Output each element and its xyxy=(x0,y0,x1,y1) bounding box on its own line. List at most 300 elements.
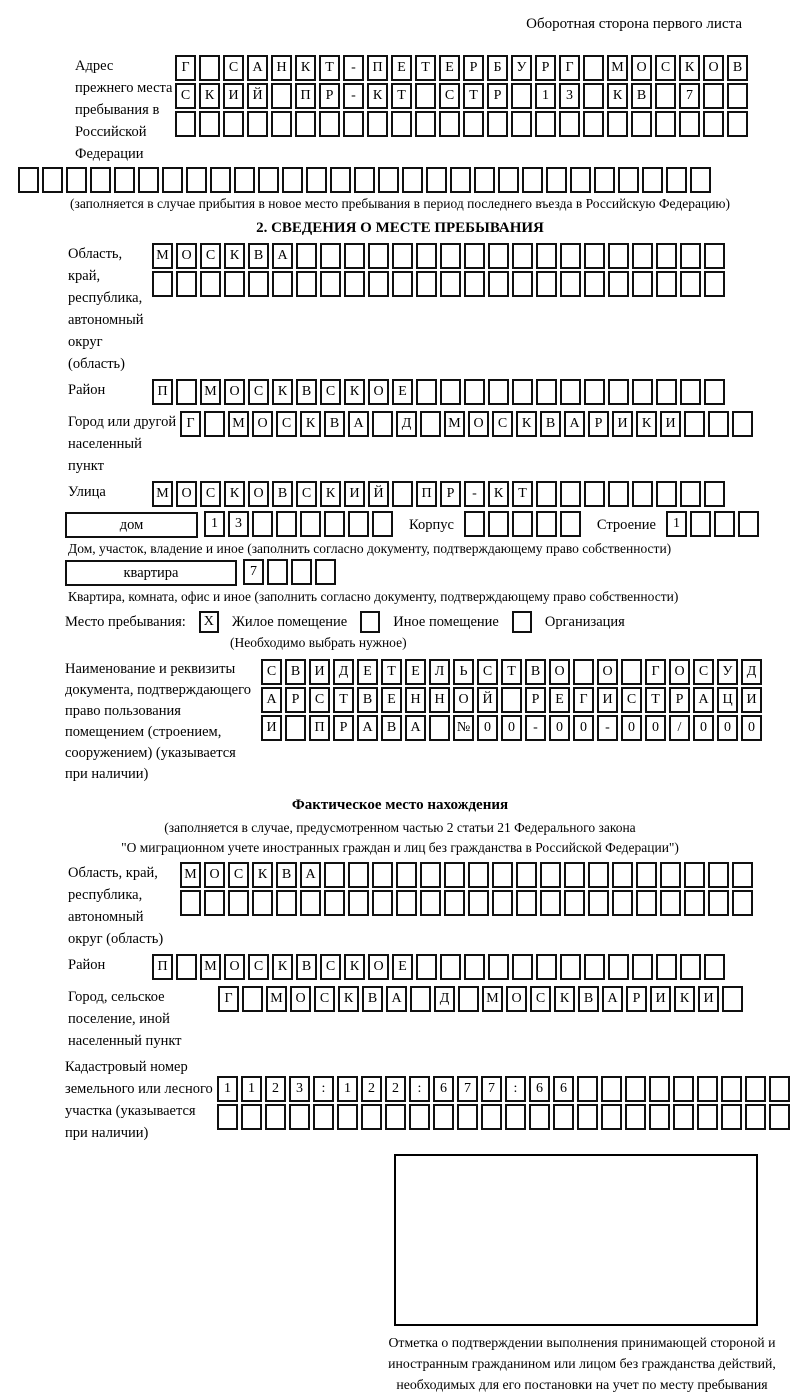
char-cell: О xyxy=(453,687,474,713)
char-cell: Р xyxy=(669,687,690,713)
char-cell: С xyxy=(248,379,269,405)
char-cell xyxy=(392,481,413,507)
char-cell xyxy=(372,511,393,537)
char-cell xyxy=(680,243,701,269)
char-cell xyxy=(564,890,585,916)
char-cell xyxy=(464,271,485,297)
checkbox-residential: X xyxy=(199,611,219,633)
char-cell xyxy=(660,890,681,916)
char-cell: 1 xyxy=(337,1076,358,1102)
house-type-box: дом xyxy=(65,512,198,538)
cadastre-row-2 xyxy=(217,1104,790,1130)
char-cell: В xyxy=(362,986,383,1012)
char-cell xyxy=(481,1104,502,1130)
char-cell: М xyxy=(607,55,628,81)
char-cell: И xyxy=(741,687,762,713)
char-cell: С xyxy=(200,481,221,507)
prev-address-row-1 xyxy=(175,55,748,81)
char-cell xyxy=(440,243,461,269)
char-cell: С xyxy=(655,55,676,81)
char-cell: О xyxy=(252,411,273,437)
street-row xyxy=(152,481,725,507)
char-cell: О xyxy=(368,954,389,980)
prev-address-caption: (заполняется в случае прибытия в новое место пребывания в период последнего въезда в Российскую Федерацию) xyxy=(69,196,731,211)
char-cell: Т xyxy=(319,55,340,81)
char-cell xyxy=(464,954,485,980)
char-cell xyxy=(656,481,677,507)
char-cell xyxy=(708,411,729,437)
char-cell: С xyxy=(320,379,341,405)
other-premises-label: Иное помещение xyxy=(393,613,499,630)
char-cell: 2 xyxy=(385,1076,406,1102)
char-cell xyxy=(320,243,341,269)
char-cell xyxy=(732,411,753,437)
char-cell: 0 xyxy=(693,715,714,741)
char-cell: Л xyxy=(429,659,450,685)
char-cell xyxy=(488,271,509,297)
char-cell: К xyxy=(295,55,316,81)
char-cell xyxy=(285,715,306,741)
char-cell xyxy=(608,481,629,507)
char-cell: С xyxy=(477,659,498,685)
char-cell: 7 xyxy=(457,1076,478,1102)
char-cell: Р xyxy=(626,986,647,1012)
checkbox-other-premises xyxy=(360,611,380,633)
char-cell xyxy=(271,83,292,109)
char-cell xyxy=(444,890,465,916)
char-cell xyxy=(152,271,173,297)
char-cell: В xyxy=(276,862,297,888)
document-row-1 xyxy=(261,659,762,685)
char-cell: И xyxy=(612,411,633,437)
char-cell: 7 xyxy=(679,83,700,109)
char-cell: С xyxy=(621,687,642,713)
district2-row xyxy=(152,954,725,980)
char-cell: К xyxy=(367,83,388,109)
char-cell xyxy=(655,83,676,109)
char-cell xyxy=(289,1104,310,1130)
char-cell xyxy=(511,111,532,137)
char-cell xyxy=(560,481,581,507)
char-cell xyxy=(247,111,268,137)
char-cell xyxy=(241,1104,262,1130)
prev-address-row-4 xyxy=(18,167,800,193)
char-cell: Т xyxy=(501,659,522,685)
cadastre-row-1 xyxy=(217,1076,790,1102)
char-cell xyxy=(608,379,629,405)
char-cell xyxy=(396,890,417,916)
char-cell: К xyxy=(224,481,245,507)
char-cell xyxy=(505,1104,526,1130)
char-cell: Й xyxy=(368,481,389,507)
prev-address-label: Адрес прежнего места пребывания в Российской Федерации xyxy=(75,58,173,162)
char-cell xyxy=(420,411,441,437)
char-cell: Ь xyxy=(453,659,474,685)
char-cell: 0 xyxy=(477,715,498,741)
char-cell xyxy=(512,271,533,297)
char-cell xyxy=(176,954,197,980)
char-cell: : xyxy=(409,1076,430,1102)
char-cell: А xyxy=(564,411,585,437)
char-cell xyxy=(420,862,441,888)
char-cell xyxy=(512,954,533,980)
char-cell xyxy=(560,243,581,269)
char-cell xyxy=(267,559,288,585)
char-cell xyxy=(458,986,479,1012)
char-cell xyxy=(463,111,484,137)
char-cell xyxy=(559,111,580,137)
char-cell: С xyxy=(320,954,341,980)
char-cell: Р xyxy=(333,715,354,741)
char-cell: И xyxy=(344,481,365,507)
char-cell: У xyxy=(717,659,738,685)
char-cell: И xyxy=(223,83,244,109)
char-cell: 7 xyxy=(481,1076,502,1102)
city2-row xyxy=(218,986,743,1012)
char-cell: 0 xyxy=(621,715,642,741)
char-cell: 2 xyxy=(265,1076,286,1102)
char-cell xyxy=(535,111,556,137)
char-cell xyxy=(516,890,537,916)
char-cell xyxy=(577,1104,598,1130)
char-cell: А xyxy=(272,243,293,269)
char-cell xyxy=(564,862,585,888)
char-cell xyxy=(276,890,297,916)
char-cell: 1 xyxy=(204,511,225,537)
char-cell xyxy=(315,559,336,585)
city2-block xyxy=(68,986,800,1052)
char-cell: Д xyxy=(434,986,455,1012)
char-cell: 6 xyxy=(529,1076,550,1102)
char-cell xyxy=(704,379,725,405)
char-cell xyxy=(402,167,423,193)
char-cell: Р xyxy=(535,55,556,81)
char-cell xyxy=(618,167,639,193)
char-cell xyxy=(666,167,687,193)
char-cell: Н xyxy=(271,55,292,81)
char-cell xyxy=(769,1104,790,1130)
cadastre-block xyxy=(65,1056,800,1144)
city-row xyxy=(180,411,753,437)
char-cell xyxy=(553,1104,574,1130)
char-cell xyxy=(138,167,159,193)
char-cell xyxy=(680,481,701,507)
char-cell xyxy=(487,111,508,137)
char-cell xyxy=(492,890,513,916)
char-cell xyxy=(632,481,653,507)
char-cell: Г xyxy=(180,411,201,437)
char-cell xyxy=(176,271,197,297)
char-cell xyxy=(721,1076,742,1102)
char-cell: Е xyxy=(381,687,402,713)
char-cell: Й xyxy=(247,83,268,109)
char-cell: М xyxy=(266,986,287,1012)
char-cell xyxy=(625,1076,646,1102)
char-cell xyxy=(368,271,389,297)
char-cell xyxy=(704,954,725,980)
char-cell: К xyxy=(338,986,359,1012)
city2-label: Город, сельское поселение, иной населенный пункт xyxy=(68,989,182,1049)
char-cell: Й xyxy=(477,687,498,713)
char-cell xyxy=(536,954,557,980)
char-cell xyxy=(199,55,220,81)
char-cell xyxy=(608,954,629,980)
char-cell xyxy=(536,511,557,537)
char-cell: А xyxy=(357,715,378,741)
stay-type-row xyxy=(65,611,800,633)
char-cell xyxy=(516,862,537,888)
region-row-1 xyxy=(152,243,725,269)
char-cell xyxy=(348,511,369,537)
char-cell xyxy=(621,659,642,685)
char-cell: С xyxy=(314,986,335,1012)
char-cell: К xyxy=(488,481,509,507)
char-cell: О xyxy=(597,659,618,685)
char-cell xyxy=(588,862,609,888)
char-cell xyxy=(343,111,364,137)
char-cell: В xyxy=(272,481,293,507)
char-cell xyxy=(697,1076,718,1102)
char-cell xyxy=(306,167,327,193)
char-cell xyxy=(673,1076,694,1102)
char-cell xyxy=(440,954,461,980)
city-label: Город или другой населенный пункт xyxy=(68,414,177,474)
char-cell: М xyxy=(152,481,173,507)
char-cell xyxy=(642,167,663,193)
char-cell xyxy=(673,1104,694,1130)
char-cell xyxy=(656,243,677,269)
char-cell xyxy=(584,954,605,980)
char-cell: К xyxy=(674,986,695,1012)
char-cell: Т xyxy=(463,83,484,109)
char-cell xyxy=(348,890,369,916)
char-cell xyxy=(258,167,279,193)
stroenie-label: Строение xyxy=(596,516,656,533)
char-cell xyxy=(272,271,293,297)
char-cell xyxy=(560,271,581,297)
char-cell xyxy=(632,271,653,297)
prev-address-row-2 xyxy=(175,83,748,109)
char-cell xyxy=(440,379,461,405)
char-cell: В xyxy=(296,954,317,980)
char-cell xyxy=(348,862,369,888)
char-cell xyxy=(511,83,532,109)
char-cell xyxy=(632,379,653,405)
char-cell: К xyxy=(344,954,365,980)
char-cell xyxy=(632,954,653,980)
char-cell: О xyxy=(368,379,389,405)
char-cell xyxy=(344,271,365,297)
char-cell xyxy=(378,167,399,193)
char-cell xyxy=(522,167,543,193)
char-cell xyxy=(372,890,393,916)
char-cell: К xyxy=(636,411,657,437)
char-cell xyxy=(703,111,724,137)
char-cell xyxy=(385,1104,406,1130)
char-cell: А xyxy=(348,411,369,437)
char-cell xyxy=(697,1104,718,1130)
char-cell xyxy=(536,481,557,507)
char-cell: С xyxy=(439,83,460,109)
char-cell: К xyxy=(320,481,341,507)
char-cell xyxy=(714,511,735,537)
char-cell: Г xyxy=(559,55,580,81)
char-cell xyxy=(162,167,183,193)
district-row xyxy=(152,379,725,405)
confirmation-stamp-caption: Отметка о подтверждении выполнения принимающей стороной и иностранным гражданином или лицом без гражданства действий, необходимых для его постановки на учет по месту пребывания xyxy=(388,1335,776,1392)
region2-row-1 xyxy=(180,862,753,888)
char-cell: К xyxy=(300,411,321,437)
char-cell: 1 xyxy=(535,83,556,109)
char-cell: Т xyxy=(333,687,354,713)
char-cell: О xyxy=(468,411,489,437)
char-cell: Ц xyxy=(717,687,738,713)
char-cell: П xyxy=(309,715,330,741)
char-cell: 7 xyxy=(243,559,264,585)
char-cell xyxy=(608,243,629,269)
char-cell xyxy=(18,167,39,193)
char-cell: В xyxy=(324,411,345,437)
char-cell: 3 xyxy=(559,83,580,109)
char-cell xyxy=(415,83,436,109)
char-cell: 3 xyxy=(289,1076,310,1102)
char-cell xyxy=(680,271,701,297)
char-cell xyxy=(409,1104,430,1130)
apartment-caption: Квартира, комната, офис и иное (заполнить согласно документу, подтверждающему право собственности) xyxy=(68,589,679,604)
char-cell: А xyxy=(300,862,321,888)
char-cell xyxy=(296,243,317,269)
char-cell: - xyxy=(464,481,485,507)
char-cell: В xyxy=(296,379,317,405)
char-cell: О xyxy=(176,243,197,269)
char-cell: П xyxy=(152,954,173,980)
char-cell xyxy=(367,111,388,137)
char-cell: М xyxy=(444,411,465,437)
stroenie-cells xyxy=(666,511,759,537)
char-cell xyxy=(410,986,431,1012)
char-cell xyxy=(320,271,341,297)
char-cell: В xyxy=(357,687,378,713)
char-cell xyxy=(228,890,249,916)
char-cell: Р xyxy=(463,55,484,81)
char-cell: 1 xyxy=(241,1076,262,1102)
region2-label: Область, край, республика, автономный округ (область) xyxy=(68,865,164,947)
char-cell xyxy=(204,411,225,437)
char-cell xyxy=(457,1104,478,1130)
char-cell: А xyxy=(247,55,268,81)
char-cell xyxy=(540,890,561,916)
char-cell xyxy=(276,511,297,537)
char-cell: О xyxy=(204,862,225,888)
char-cell xyxy=(612,862,633,888)
apartment-type-box: квартира xyxy=(65,560,237,586)
city-block xyxy=(68,411,800,477)
char-cell xyxy=(450,167,471,193)
char-cell xyxy=(300,890,321,916)
char-cell: А xyxy=(693,687,714,713)
apartment-cells xyxy=(243,559,336,585)
char-cell: В xyxy=(578,986,599,1012)
char-cell xyxy=(498,167,519,193)
actual-location-title: Фактическое место нахождения xyxy=(291,797,509,813)
char-cell: Р xyxy=(319,83,340,109)
char-cell xyxy=(656,271,677,297)
char-cell xyxy=(601,1104,622,1130)
char-cell: В xyxy=(540,411,561,437)
char-cell xyxy=(433,1104,454,1130)
char-cell xyxy=(738,511,759,537)
char-cell xyxy=(560,954,581,980)
char-cell xyxy=(248,271,269,297)
char-cell xyxy=(560,511,581,537)
char-cell: С xyxy=(228,862,249,888)
char-cell: - xyxy=(525,715,546,741)
char-cell: Е xyxy=(549,687,570,713)
char-cell xyxy=(583,83,604,109)
actual-location-caption-2: "О миграционном учете иностранных граждан и лиц без гражданства в Российской Федерации") xyxy=(121,840,679,855)
char-cell: С xyxy=(693,659,714,685)
char-cell xyxy=(708,862,729,888)
char-cell: Т xyxy=(381,659,402,685)
char-cell: Н xyxy=(405,687,426,713)
char-cell: К xyxy=(252,862,273,888)
char-cell xyxy=(217,1104,238,1130)
char-cell xyxy=(680,379,701,405)
char-cell: О xyxy=(224,954,245,980)
char-cell xyxy=(649,1076,670,1102)
char-cell xyxy=(354,167,375,193)
char-cell: У xyxy=(511,55,532,81)
char-cell xyxy=(656,954,677,980)
char-cell xyxy=(488,511,509,537)
street-label: Улица xyxy=(68,484,106,500)
char-cell xyxy=(186,167,207,193)
char-cell: В xyxy=(248,243,269,269)
char-cell xyxy=(536,379,557,405)
char-cell xyxy=(492,862,513,888)
char-cell: Б xyxy=(487,55,508,81)
char-cell: К xyxy=(607,83,628,109)
char-cell xyxy=(282,167,303,193)
char-cell: К xyxy=(344,379,365,405)
char-cell: / xyxy=(669,715,690,741)
char-cell xyxy=(680,954,701,980)
char-cell xyxy=(690,511,711,537)
char-cell: М xyxy=(200,379,221,405)
char-cell xyxy=(361,1104,382,1130)
char-cell: П xyxy=(295,83,316,109)
region-block xyxy=(68,243,800,375)
char-cell: 0 xyxy=(741,715,762,741)
char-cell: : xyxy=(505,1076,526,1102)
korpus-cells xyxy=(464,511,581,537)
char-cell: Г xyxy=(645,659,666,685)
char-cell xyxy=(252,511,273,537)
char-cell xyxy=(745,1104,766,1130)
char-cell: М xyxy=(152,243,173,269)
char-cell xyxy=(583,55,604,81)
char-cell: Т xyxy=(391,83,412,109)
char-cell: 6 xyxy=(433,1076,454,1102)
char-cell xyxy=(444,862,465,888)
char-cell xyxy=(721,1104,742,1130)
char-cell xyxy=(337,1104,358,1130)
char-cell: Е xyxy=(392,954,413,980)
char-cell xyxy=(655,111,676,137)
char-cell xyxy=(612,890,633,916)
char-cell: Р xyxy=(440,481,461,507)
char-cell: Т xyxy=(512,481,533,507)
